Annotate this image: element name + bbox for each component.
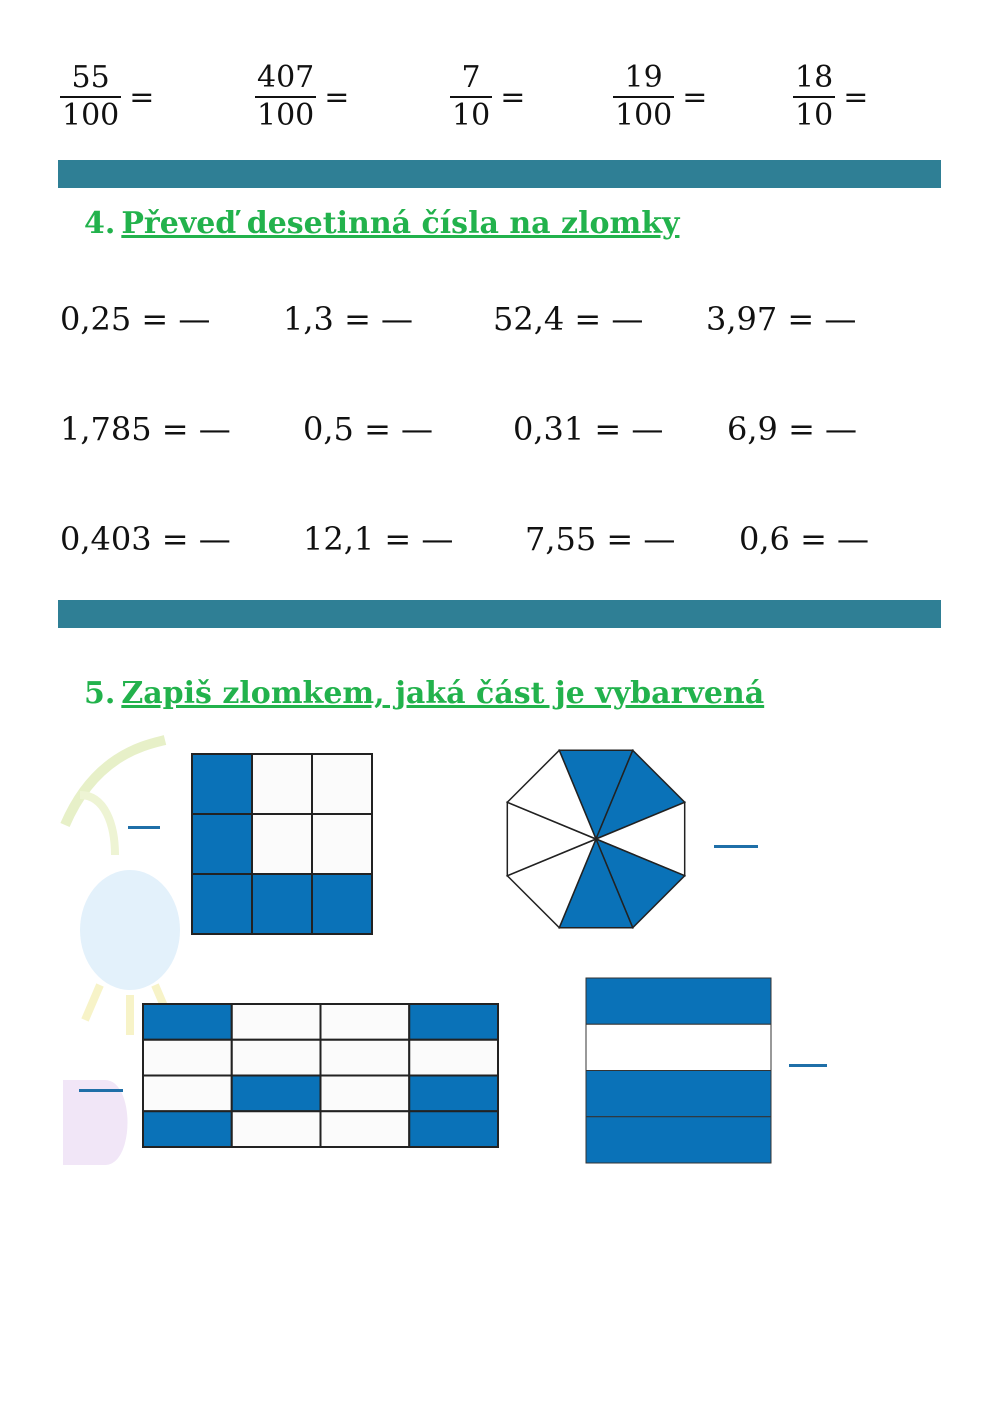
empty-cell <box>232 1040 321 1076</box>
empty-cell <box>232 1111 321 1147</box>
fraction-1 <box>60 60 154 134</box>
equals-sign: = <box>800 520 827 558</box>
square-grid-shape <box>191 753 373 935</box>
numerator: 407 <box>257 60 315 95</box>
denominator: 100 <box>615 98 673 133</box>
filled-cell <box>143 1111 232 1147</box>
fraction-4 <box>613 60 707 134</box>
equals-sign: = <box>574 300 602 338</box>
equals-sign: = <box>594 410 622 448</box>
divider-bar <box>58 600 941 628</box>
equals-sign: = <box>787 300 815 338</box>
equals-sign: = <box>141 300 169 338</box>
decimal-equation <box>283 300 413 338</box>
empty-cell <box>321 1004 410 1040</box>
filled-cell <box>409 1076 498 1112</box>
answer-blank[interactable]: — <box>198 410 231 448</box>
empty-cell <box>143 1040 232 1076</box>
equals-sign: = <box>500 79 526 115</box>
filled-strip <box>586 1071 771 1117</box>
denominator: 100 <box>62 98 120 133</box>
decimal-value: 7,55 <box>525 520 597 558</box>
filled-strip <box>586 978 771 1024</box>
answer-line[interactable] <box>79 1089 123 1092</box>
decimal-value: 3,97 <box>706 300 778 338</box>
fraction-5 <box>793 60 868 134</box>
decimal-equation <box>739 520 869 558</box>
decimal-equation <box>525 520 675 558</box>
equals-sign: = <box>682 79 708 115</box>
decimal-value: 0,25 <box>60 300 132 338</box>
divider-bar <box>58 160 941 188</box>
answer-blank[interactable]: — <box>401 410 434 448</box>
decimal-equation <box>303 410 433 448</box>
empty-cell <box>252 814 312 874</box>
fraction-2 <box>255 60 349 134</box>
empty-cell <box>409 1040 498 1076</box>
answer-blank[interactable]: — <box>643 520 676 558</box>
answer-blank[interactable]: — <box>611 300 644 338</box>
filled-cell <box>312 874 372 934</box>
equals-sign: = <box>324 79 350 115</box>
decimal-value: 12,1 <box>303 520 375 558</box>
filled-cell <box>409 1111 498 1147</box>
equals-sign: = <box>364 410 391 448</box>
decimal-value: 1,3 <box>283 300 334 338</box>
filled-cell <box>192 754 252 814</box>
decimal-equation <box>60 300 210 338</box>
decimal-value: 1,785 <box>60 410 152 448</box>
empty-cell <box>312 754 372 814</box>
answer-blank[interactable]: — <box>837 520 870 558</box>
task-number: 4. <box>84 206 116 241</box>
decimal-value: 0,6 <box>739 520 790 558</box>
answer-line[interactable] <box>789 1064 827 1067</box>
decimal-equation <box>60 520 231 558</box>
empty-cell <box>321 1076 410 1112</box>
answer-line[interactable] <box>128 826 160 829</box>
decimal-equation <box>303 520 453 558</box>
decimal-value: 52,4 <box>493 300 565 338</box>
filled-cell <box>192 874 252 934</box>
decimal-equation <box>706 300 856 338</box>
filled-cell <box>232 1076 321 1112</box>
decimal-value: 0,403 <box>60 520 152 558</box>
answer-blank[interactable]: — <box>198 520 231 558</box>
empty-cell <box>232 1004 321 1040</box>
filled-cell <box>192 814 252 874</box>
empty-cell <box>321 1040 410 1076</box>
decimal-value: 6,9 <box>727 410 778 448</box>
numerator: 18 <box>795 60 834 95</box>
denominator: 10 <box>452 98 491 133</box>
filled-cell <box>143 1004 232 1040</box>
answer-blank[interactable]: — <box>824 300 857 338</box>
octagon-shape <box>501 743 691 935</box>
rectangle-grid-shape <box>142 1003 499 1148</box>
equals-sign: = <box>161 410 189 448</box>
decimal-equation <box>60 410 231 448</box>
filled-cell <box>252 874 312 934</box>
decimal-value: 0,31 <box>513 410 585 448</box>
empty-cell <box>312 814 372 874</box>
decimal-equation <box>727 410 857 448</box>
equals-sign: = <box>788 410 815 448</box>
equals-sign: = <box>384 520 412 558</box>
answer-line[interactable] <box>714 845 758 848</box>
numerator: 19 <box>624 60 663 95</box>
numerator: 7 <box>461 60 481 95</box>
equals-sign: = <box>843 79 869 115</box>
task-number: 5. <box>84 676 116 711</box>
decimal-equation <box>493 300 643 338</box>
denominator: 100 <box>257 98 315 133</box>
filled-cell <box>409 1004 498 1040</box>
answer-blank[interactable]: — <box>421 520 454 558</box>
decimal-value: 0,5 <box>303 410 354 448</box>
filled-strip <box>586 1117 771 1163</box>
empty-cell <box>252 754 312 814</box>
empty-strip <box>586 1024 771 1070</box>
fraction-3 <box>450 60 525 134</box>
equals-sign: = <box>129 79 155 115</box>
empty-cell <box>143 1076 232 1112</box>
task-title: Převeď desetinná čísla na zlomky <box>121 206 680 241</box>
task-title: Zapiš zlomkem, jaká část je vybarvená <box>121 676 765 711</box>
answer-blank[interactable]: — <box>631 410 664 448</box>
equals-sign: = <box>606 520 634 558</box>
answer-blank[interactable]: — <box>381 300 414 338</box>
denominator: 10 <box>795 98 834 133</box>
decimal-equation <box>513 410 663 448</box>
task-5-heading <box>84 676 764 711</box>
strips-shape <box>585 977 772 1163</box>
empty-cell <box>321 1111 410 1147</box>
numerator: 55 <box>71 60 110 95</box>
answer-blank[interactable]: — <box>825 410 858 448</box>
equals-sign: = <box>161 520 189 558</box>
equals-sign: = <box>344 300 371 338</box>
answer-blank[interactable]: — <box>178 300 211 338</box>
task-4-heading <box>84 206 679 241</box>
